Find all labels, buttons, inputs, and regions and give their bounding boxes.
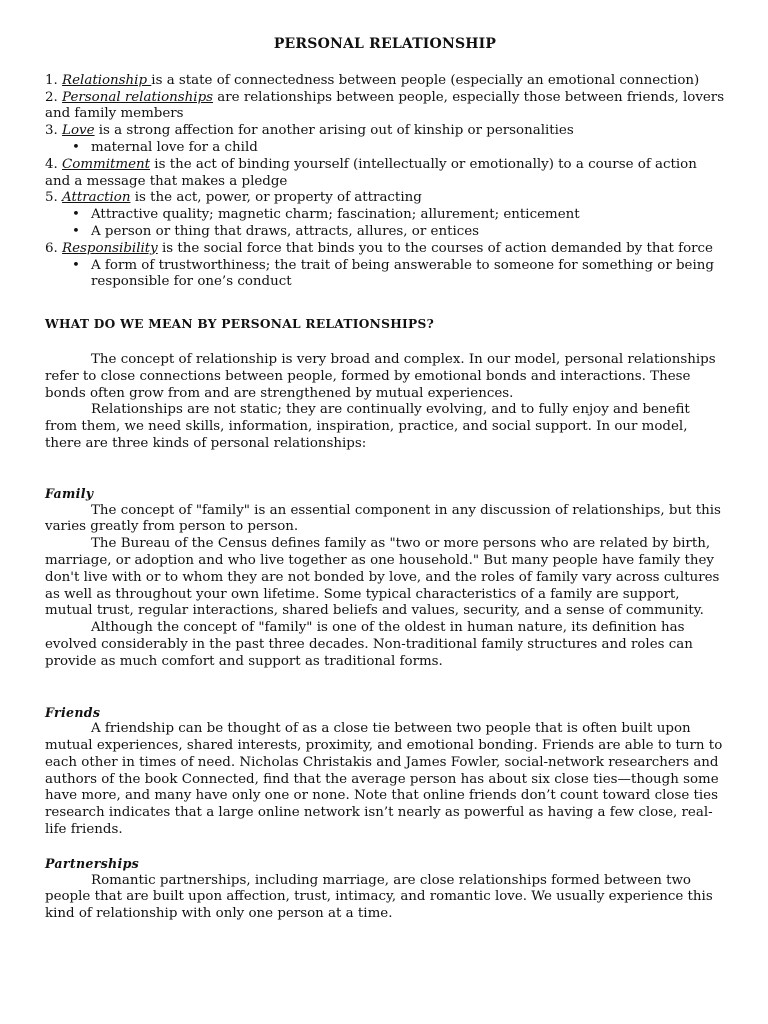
definition-term: Responsibility [62, 240, 158, 256]
partnerships-heading: Partnerships [45, 855, 140, 871]
friends-heading: Friends [45, 704, 101, 720]
definition-text: is the act of binding yourself (intellectually or emotionally) to a course of action and a message that makes a pledge [45, 156, 697, 189]
definition-number: 2. [45, 89, 58, 105]
section-heading: WHAT DO WE MEAN BY PERSONAL RELATIONSHIPS? [45, 317, 435, 332]
definition-term: Relationship [62, 72, 152, 88]
definition-number: 6. [45, 240, 58, 256]
definition-item [45, 241, 725, 258]
definition-number: 5. [45, 190, 58, 206]
document-body [45, 36, 725, 923]
definition-item [45, 90, 725, 124]
definition-number: 4. [45, 156, 58, 172]
family-paragraph: Although the concept of "family" is one of the oldest in human nature, its definition has evolved considerably in the past three decades. Non-traditional family structures and roles can provide as much comfort and support as traditional forms. [45, 620, 693, 669]
family-paragraph: The concept of "family" is an essential component in any discussion of relationships, but this varies greatly from person to person. [45, 502, 721, 535]
bullet-item: • maternal love for a child [91, 140, 725, 157]
definition-term: Attraction [62, 190, 131, 206]
definition-text: is a strong affection for another arising out of kinship or personalities [94, 123, 574, 139]
definition-list [45, 73, 725, 291]
definition-term: Love [62, 123, 95, 139]
definition-item [45, 123, 725, 140]
intro-paragraph: The concept of relationship is very broad and complex. In our model, personal relationships refer to close connections between people, formed by emotional bonds and interactions. These bonds often grow from and are strengthened by mutual experiences. [45, 351, 716, 401]
friends-paragraph: A friendship can be thought of as a close tie between two people that is often built upon mutual experiences, shared interests, proximity, and emotional bonding. Friends are able to turn to each other in times of need. Nicholas Christakis and James Fowler, social-network researchers and authors of the book Connected, find that the average person has about six close ties—though some have more, and many have only one or none. Note that online friends don’t count toward close ties research indicates that a large online network isn’t nearly as powerful as having a few close, real-life friends. [45, 721, 723, 838]
family-paragraph: The Bureau of the Census defines family as "two or more persons who are related by birth, marriage, or adoption and who live together as one household." But many people have family they don't live with or to whom they are not bonded by love, and the roles of family vary across cultures as well as throughout your own lifetime. Some typical characteristics of a family are support, mutual trust, regular interactions, shared beliefs and values, security, and a sense of community. [45, 536, 720, 619]
definition-text: is the act, power, or property of attracting [130, 190, 422, 206]
definition-number: 3. [45, 123, 58, 139]
definition-text: is a state of connectedness between people (especially an emotional connection) [151, 72, 700, 88]
family-heading: Family [45, 485, 94, 501]
intro-paragraph: Relationships are not static; they are continually evolving, and to fully enjoy and benefit from them, we need skills, information, inspiration, practice, and social support. In our model, there are three kinds of personal relationships: [45, 402, 690, 451]
bullet-item: • A form of trustworthiness; the trait of being answerable to someone for something or being responsible for one’s conduct [91, 258, 725, 292]
definition-term: Commitment [62, 156, 151, 172]
bullet-list [45, 258, 725, 292]
definition-item [45, 190, 725, 207]
bullet-item: • Attractive quality; magnetic charm; fascination; allurement; enticement [91, 207, 725, 224]
definition-term: Personal relationships [62, 89, 214, 105]
bullet-list [45, 207, 725, 241]
partnerships-paragraph: Romantic partnerships, including marriage, are close relationships formed between two people that are built upon affection, trust, intimacy, and romantic love. We usually experience this kind of relationship with only one person at a time. [45, 872, 713, 922]
definition-item [45, 73, 725, 90]
definition-text: is the social force that binds you to the courses of action demanded by that force [157, 240, 713, 256]
document-title: PERSONAL RELATIONSHIP [273, 36, 497, 52]
bullet-item: • A person or thing that draws, attracts, allures, or entices [91, 224, 725, 241]
definition-item [45, 157, 725, 191]
bullet-list [45, 140, 725, 157]
definition-text: are relationships between people, especially those between friends, lovers and family members [45, 89, 725, 122]
definition-number: 1. [45, 72, 58, 88]
